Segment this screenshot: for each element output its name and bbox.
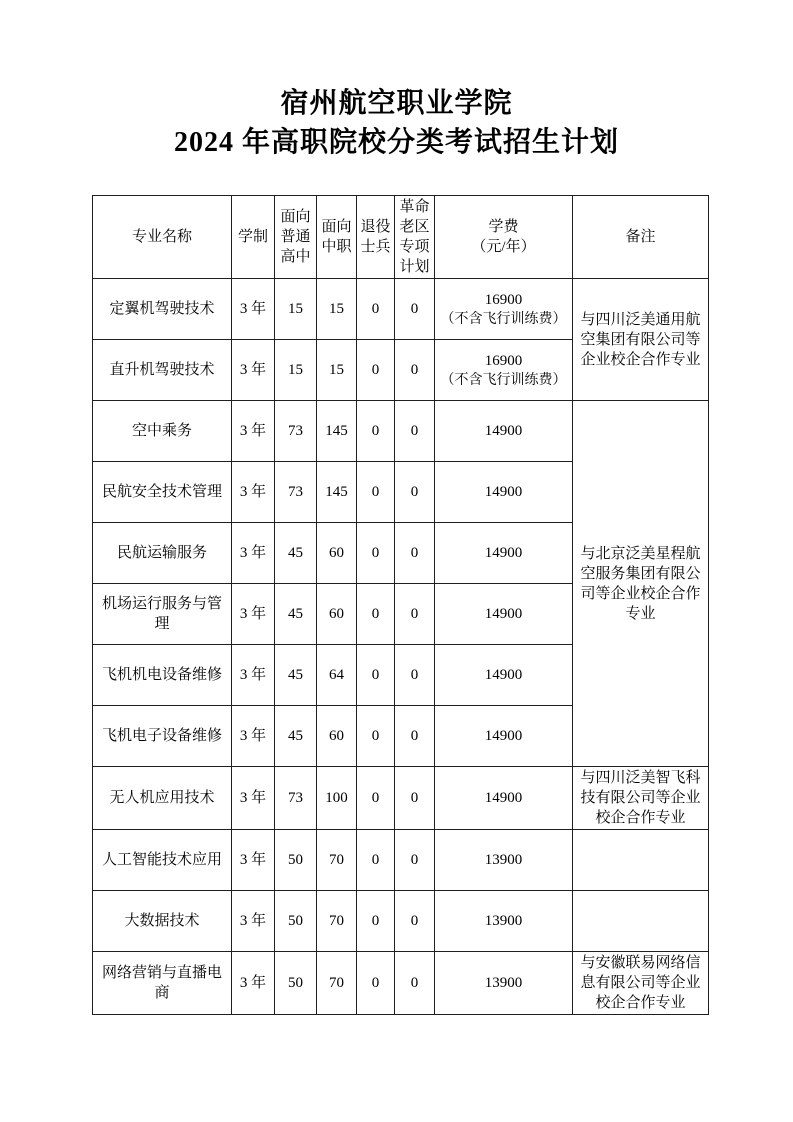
cell-veterans: 0 — [357, 279, 395, 340]
cell-tuition: 13900 — [435, 891, 573, 952]
cell-remarks: 与四川泛美智飞科技有限公司等企业校企合作专业 — [573, 767, 709, 830]
cell-remarks: 与安徽联易网络信息有限公司等企业校企合作专业 — [573, 952, 709, 1015]
cell-vocational: 64 — [317, 645, 357, 706]
cell-major: 定翼机驾驶技术 — [93, 279, 232, 340]
table-row — [93, 279, 709, 340]
cell-veterans: 0 — [357, 891, 395, 952]
cell-duration: 3 年 — [232, 462, 275, 523]
cell-major: 民航安全技术管理 — [93, 462, 232, 523]
cell-major: 民航运输服务 — [93, 523, 232, 584]
cell-vocational: 100 — [317, 767, 357, 830]
header-old-area: 革命老区专项计划 — [395, 196, 435, 279]
cell-veterans: 0 — [357, 340, 395, 401]
header-tuition-line-1: 学费 — [488, 219, 519, 235]
tuition-note: （不含飞行训练费） — [440, 372, 567, 388]
cell-tuition: 14900 — [435, 706, 573, 767]
cell-old-area: 0 — [395, 279, 435, 340]
cell-major: 空中乘务 — [93, 401, 232, 462]
table-row — [93, 767, 709, 830]
cell-tuition: 13900 — [435, 830, 573, 891]
cell-tuition: 14900 — [435, 645, 573, 706]
cell-regular-hs: 50 — [275, 830, 317, 891]
page-title-line-2: 2024 年高职院校分类考试招生计划 — [173, 127, 619, 158]
cell-tuition — [435, 279, 573, 340]
cell-duration: 3 年 — [232, 340, 275, 401]
cell-vocational: 15 — [317, 340, 357, 401]
cell-tuition: 14900 — [435, 462, 573, 523]
cell-vocational: 60 — [317, 584, 357, 645]
tuition-note: （不含飞行训练费） — [440, 311, 567, 327]
cell-tuition: 13900 — [435, 952, 573, 1015]
header-veterans: 退役士兵 — [357, 196, 395, 279]
cell-veterans: 0 — [357, 645, 395, 706]
cell-veterans: 0 — [357, 830, 395, 891]
cell-vocational: 60 — [317, 523, 357, 584]
cell-veterans: 0 — [357, 584, 395, 645]
cell-duration: 3 年 — [232, 706, 275, 767]
cell-remarks — [573, 891, 709, 952]
cell-old-area: 0 — [395, 401, 435, 462]
cell-duration: 3 年 — [232, 584, 275, 645]
cell-veterans: 0 — [357, 767, 395, 830]
cell-old-area: 0 — [395, 891, 435, 952]
cell-regular-hs: 50 — [275, 952, 317, 1015]
cell-veterans: 0 — [357, 401, 395, 462]
cell-major: 无人机应用技术 — [93, 767, 232, 830]
page-title-line-1: 宿州航空职业学院 — [280, 88, 513, 119]
table-row — [93, 891, 709, 952]
cell-major: 人工智能技术应用 — [93, 830, 232, 891]
cell-regular-hs: 45 — [275, 645, 317, 706]
header-major: 专业名称 — [93, 196, 232, 279]
cell-major: 飞机机电设备维修 — [93, 645, 232, 706]
cell-duration: 3 年 — [232, 645, 275, 706]
cell-tuition: 14900 — [435, 401, 573, 462]
cell-old-area: 0 — [395, 645, 435, 706]
cell-major: 大数据技术 — [93, 891, 232, 952]
cell-old-area: 0 — [395, 584, 435, 645]
cell-old-area: 0 — [395, 706, 435, 767]
cell-tuition: 14900 — [435, 523, 573, 584]
cell-veterans: 0 — [357, 523, 395, 584]
cell-remarks: 与四川泛美通用航空集团有限公司等企业校企合作专业 — [573, 279, 709, 401]
cell-regular-hs: 15 — [275, 279, 317, 340]
cell-regular-hs: 45 — [275, 584, 317, 645]
cell-remarks — [573, 830, 709, 891]
cell-old-area: 0 — [395, 523, 435, 584]
cell-major: 网络营销与直播电商 — [93, 952, 232, 1015]
cell-regular-hs: 45 — [275, 523, 317, 584]
cell-vocational: 60 — [317, 706, 357, 767]
header-remarks: 备注 — [573, 196, 709, 279]
tuition-amount: 16900 — [484, 352, 523, 369]
table-row — [93, 401, 709, 462]
cell-old-area: 0 — [395, 767, 435, 830]
header-tuition-line-2: （元/年） — [471, 239, 536, 255]
cell-veterans: 0 — [357, 462, 395, 523]
cell-old-area: 0 — [395, 462, 435, 523]
cell-regular-hs: 50 — [275, 891, 317, 952]
cell-regular-hs: 73 — [275, 401, 317, 462]
cell-veterans: 0 — [357, 706, 395, 767]
cell-vocational: 70 — [317, 891, 357, 952]
cell-major: 飞机电子设备维修 — [93, 706, 232, 767]
cell-tuition — [435, 340, 573, 401]
cell-duration: 3 年 — [232, 401, 275, 462]
table-row — [93, 830, 709, 891]
cell-major: 机场运行服务与管理 — [93, 584, 232, 645]
header-duration: 学制 — [232, 196, 275, 279]
cell-duration: 3 年 — [232, 279, 275, 340]
cell-old-area: 0 — [395, 830, 435, 891]
cell-duration: 3 年 — [232, 523, 275, 584]
cell-vocational: 145 — [317, 462, 357, 523]
enrollment-plan-table — [92, 195, 709, 1015]
cell-remarks: 与北京泛美星程航空服务集团有限公司等企业校企合作专业 — [573, 401, 709, 767]
cell-regular-hs: 73 — [275, 462, 317, 523]
cell-duration: 3 年 — [232, 891, 275, 952]
cell-old-area: 0 — [395, 952, 435, 1015]
cell-vocational: 70 — [317, 830, 357, 891]
cell-veterans: 0 — [357, 952, 395, 1015]
table-row — [93, 952, 709, 1015]
cell-old-area: 0 — [395, 340, 435, 401]
header-tuition — [435, 196, 573, 279]
cell-vocational: 15 — [317, 279, 357, 340]
tuition-amount: 16900 — [484, 291, 523, 308]
cell-vocational: 145 — [317, 401, 357, 462]
cell-duration: 3 年 — [232, 952, 275, 1015]
cell-duration: 3 年 — [232, 830, 275, 891]
cell-major: 直升机驾驶技术 — [93, 340, 232, 401]
cell-regular-hs: 15 — [275, 340, 317, 401]
cell-regular-hs: 73 — [275, 767, 317, 830]
header-vocational: 面向中职 — [317, 196, 357, 279]
cell-regular-hs: 45 — [275, 706, 317, 767]
cell-vocational: 70 — [317, 952, 357, 1015]
cell-tuition: 14900 — [435, 584, 573, 645]
cell-tuition: 14900 — [435, 767, 573, 830]
table-header-row — [93, 196, 709, 279]
header-regular-hs: 面向普通高中 — [275, 196, 317, 279]
cell-duration: 3 年 — [232, 767, 275, 830]
page-title — [0, 84, 793, 162]
